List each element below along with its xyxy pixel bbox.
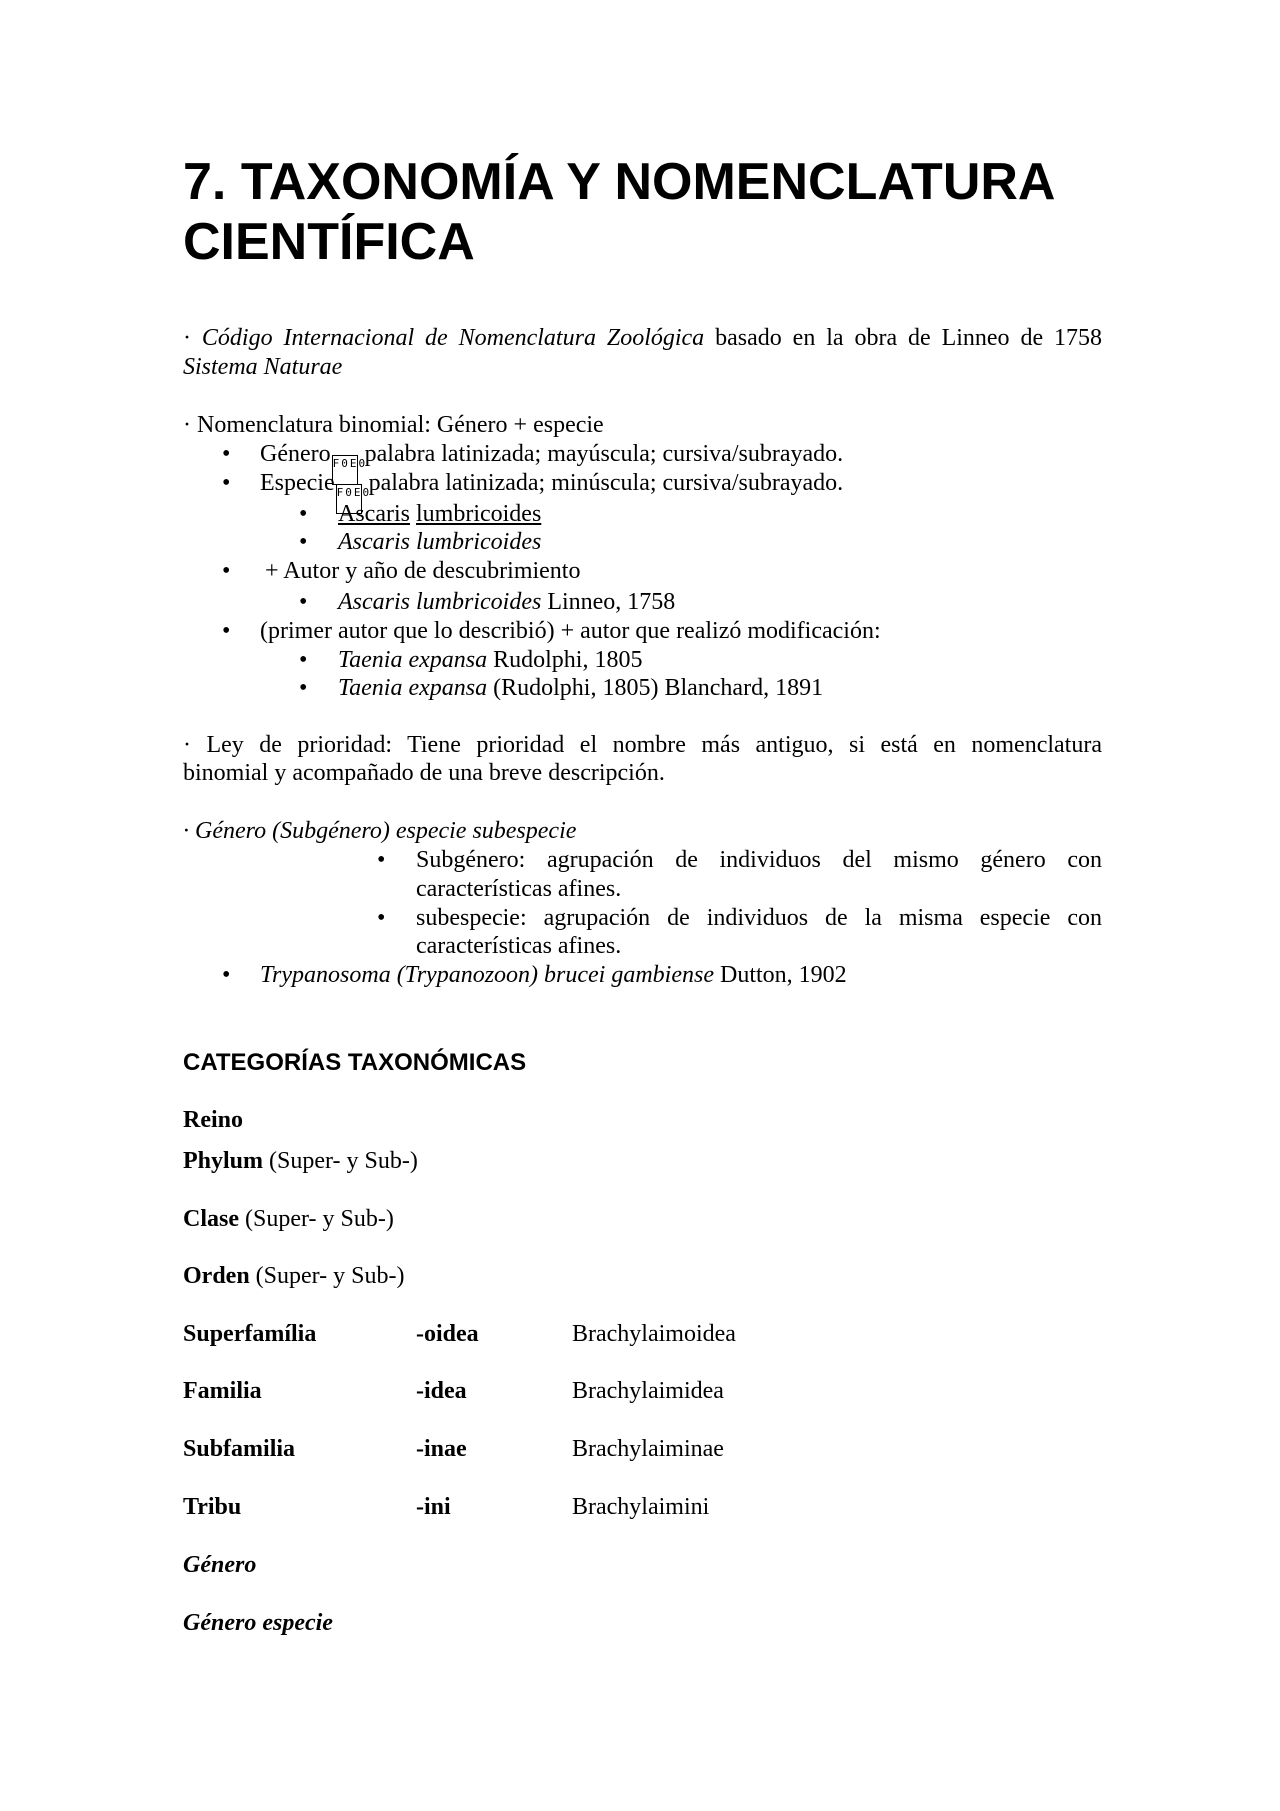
category-row-suffix: -ini bbox=[416, 1494, 451, 1520]
priority-line-2: binomial y acompañado de una breve descripción. bbox=[183, 760, 665, 786]
example-genus: Ascaris bbox=[338, 501, 410, 527]
author-year-line: + Autor y año de descubrimiento bbox=[265, 558, 581, 584]
category-row-example: Brachylaimidea bbox=[572, 1378, 724, 1404]
intro-paragraph bbox=[183, 324, 1102, 382]
genero-label: Género bbox=[260, 441, 331, 467]
category-name: Phylum bbox=[183, 1148, 264, 1174]
category-genero-especie: Género especie bbox=[183, 1610, 333, 1636]
category-name: Orden bbox=[183, 1263, 250, 1289]
taenia-example-1 bbox=[338, 646, 642, 675]
category-row-name: Tribu bbox=[183, 1494, 242, 1520]
bullet-icon: • bbox=[222, 470, 231, 496]
category-row-name: Familia bbox=[183, 1378, 262, 1404]
taenia-example-2 bbox=[338, 674, 823, 703]
category-note: (Super- y Sub-) bbox=[245, 1206, 394, 1232]
genero-text: palabra latinizada; mayúscula; cursiva/subrayado. bbox=[364, 441, 844, 467]
intro-code-name: Código Internacional de Nomenclatura Zoológica bbox=[201, 325, 705, 351]
categories-heading: CATEGORÍAS TAXONÓMICAS bbox=[183, 1049, 527, 1076]
category-phylum bbox=[183, 1147, 418, 1176]
category-row-suffix: -idea bbox=[416, 1378, 467, 1404]
modification-line: (primer autor que lo describió) + autor que realizó modificación: bbox=[260, 618, 881, 644]
bullet-icon: • bbox=[222, 618, 231, 644]
trypanosoma-name: Trypanosoma (Trypanozoon) brucei gambiense bbox=[260, 962, 714, 988]
subgenus-heading: · Género (Subgénero) especie subespecie bbox=[183, 818, 577, 844]
especie-text: palabra latinizada; minúscula; cursiva/subrayado. bbox=[368, 470, 844, 496]
page-title bbox=[183, 152, 1103, 272]
example-author-line bbox=[338, 588, 675, 617]
taenia-name: Taenia expansa bbox=[338, 647, 488, 673]
taenia-name: Taenia expansa bbox=[338, 675, 488, 701]
bullet-icon: • bbox=[222, 558, 231, 584]
taenia-author: (Rudolphi, 1805) Blanchard, 1891 bbox=[493, 675, 824, 701]
trypanosoma-author: Dutton, 1902 bbox=[719, 962, 847, 988]
taenia-author: Rudolphi, 1805 bbox=[493, 647, 643, 673]
bullet-icon: • bbox=[222, 441, 231, 467]
intro-dot: · bbox=[183, 325, 191, 351]
trypanosoma-example bbox=[260, 961, 847, 990]
title-line-2: CIENTÍFICA bbox=[183, 213, 475, 271]
category-row-suffix: -inae bbox=[416, 1436, 467, 1462]
category-row-name: Subfamilia bbox=[183, 1436, 296, 1462]
binomial-heading: · Nomenclatura binomial: Género + especie bbox=[183, 412, 604, 438]
bullet-icon: • bbox=[299, 529, 308, 555]
category-note: (Super- y Sub-) bbox=[255, 1263, 405, 1289]
category-clase bbox=[183, 1205, 394, 1234]
example-author: Linneo, 1758 bbox=[547, 589, 676, 615]
category-note: (Super- y Sub-) bbox=[269, 1148, 418, 1174]
missing-glyph-icon: F0E0 bbox=[332, 455, 358, 485]
bullet-icon: • bbox=[299, 501, 308, 527]
intro-text: basado en la obra de Linneo de bbox=[715, 325, 1044, 351]
category-row-example: Brachylaiminae bbox=[572, 1436, 724, 1462]
example-name: Ascaris lumbricoides bbox=[338, 589, 542, 615]
category-name: Clase bbox=[183, 1206, 239, 1232]
example-species: lumbricoides bbox=[415, 501, 542, 527]
especie-label: Especie bbox=[260, 470, 335, 496]
title-line-1: 7. TAXONOMÍA Y NOMENCLATURA bbox=[183, 153, 1056, 211]
intro-year: 1758 bbox=[1054, 325, 1103, 351]
category-genero: Género bbox=[183, 1552, 257, 1578]
category-orden bbox=[183, 1262, 405, 1291]
category-row-example: Brachylaimini bbox=[572, 1494, 710, 1520]
bullet-icon: • bbox=[377, 847, 386, 873]
subespecie-line-2: características afines. bbox=[416, 933, 622, 959]
bullet-icon: • bbox=[299, 675, 308, 701]
category-row-suffix: -oidea bbox=[416, 1321, 479, 1347]
subespecie-line-1: subespecie: agrupación de individuos de la misma especie con bbox=[416, 905, 1102, 931]
bullet-icon: • bbox=[222, 962, 231, 988]
example-italic: Ascaris lumbricoides bbox=[338, 529, 542, 555]
missing-glyph-icon: F0E0 bbox=[336, 484, 362, 514]
intro-work: Sistema Naturae bbox=[183, 354, 343, 380]
example-underlined bbox=[338, 500, 541, 529]
subgenero-line-1: Subgénero: agrupación de individuos del mismo género con bbox=[416, 847, 1102, 873]
category-reino: Reino bbox=[183, 1107, 243, 1133]
bullet-icon: • bbox=[299, 589, 308, 615]
subgenero-line-2: características afines. bbox=[416, 876, 622, 902]
bullet-icon: • bbox=[299, 647, 308, 673]
priority-line-1: · Ley de prioridad: Tiene prioridad el nombre más antiguo, si está en nomenclatura bbox=[183, 732, 1102, 758]
category-row-example: Brachylaimoidea bbox=[572, 1321, 736, 1347]
category-row-name: Superfamília bbox=[183, 1321, 317, 1347]
bullet-icon: • bbox=[377, 905, 386, 931]
